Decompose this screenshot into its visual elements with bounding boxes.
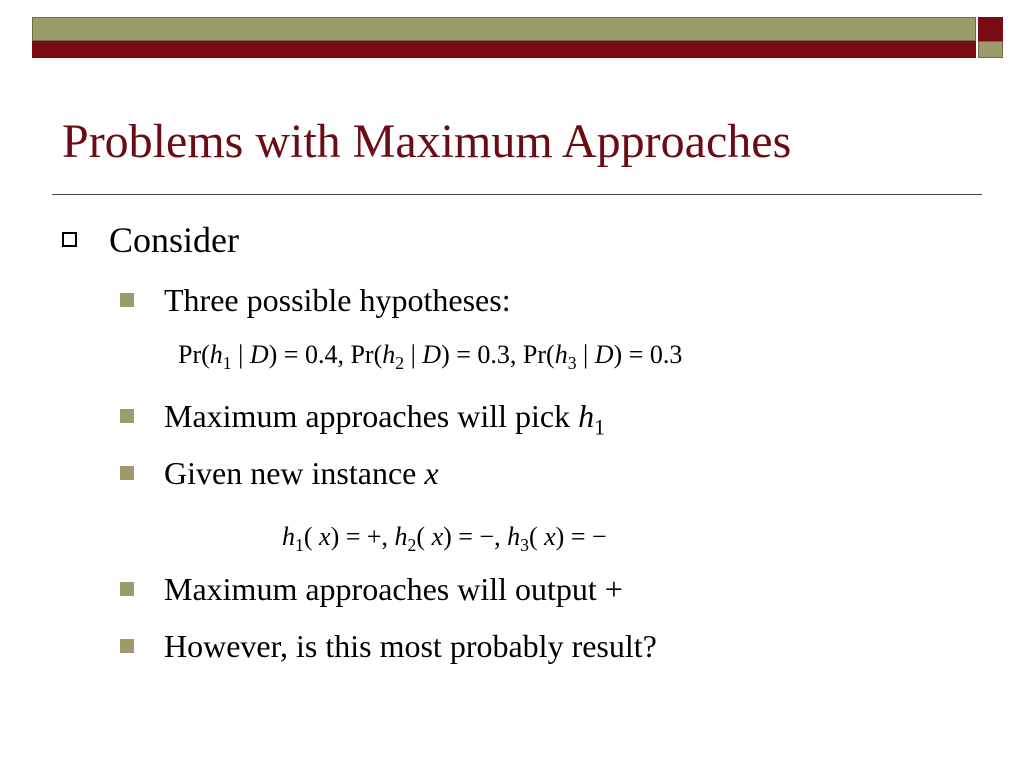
bullet-hypotheses — [120, 284, 511, 316]
square-bullet-icon — [120, 293, 134, 307]
square-bullet-icon — [120, 466, 134, 480]
hollow-square-bullet-icon — [62, 232, 77, 247]
bullet-hypotheses-text: Three possible hypotheses: — [164, 282, 511, 318]
bullet-question-text: However, is this most probably result? — [164, 628, 657, 664]
equation-probabilities: $Pr(h_1$ | D) = 0.4, $Pr(h_2$ | D) = 0.3, $Pr(h_3$ | D) = 0.3 — [178, 340, 683, 374]
square-bullet-icon — [120, 409, 134, 423]
bullet-max-pick-text: Maximum approaches will pick — [164, 398, 579, 434]
square-bullet-icon — [120, 639, 134, 653]
bullet-consider — [62, 222, 239, 258]
bullet-max-output — [120, 573, 623, 605]
bullet-max-pick: Maximum approaches will pick $h_1$ — [120, 400, 605, 432]
bullet-new-instance-text: Given new instance — [164, 455, 425, 491]
square-bullet-icon — [120, 582, 134, 596]
bullet-max-output-text: Maximum approaches will output + — [164, 571, 623, 607]
header-bar-olive — [32, 17, 976, 41]
header-square-olive — [978, 41, 1003, 58]
equation-predictions: $h_1$( x) = +, $h_2$( x) = −, $h_3$( x) = − — [282, 522, 607, 556]
bullet-consider-text: Consider — [109, 220, 239, 260]
title-divider — [52, 194, 982, 195]
slide-title: Problems with Maximum Approaches — [62, 115, 792, 168]
bullet-question — [120, 630, 657, 662]
bullet-new-instance: Given new instance x — [120, 457, 439, 489]
header-square-maroon — [978, 17, 1003, 41]
header-bar-maroon — [32, 41, 976, 58]
